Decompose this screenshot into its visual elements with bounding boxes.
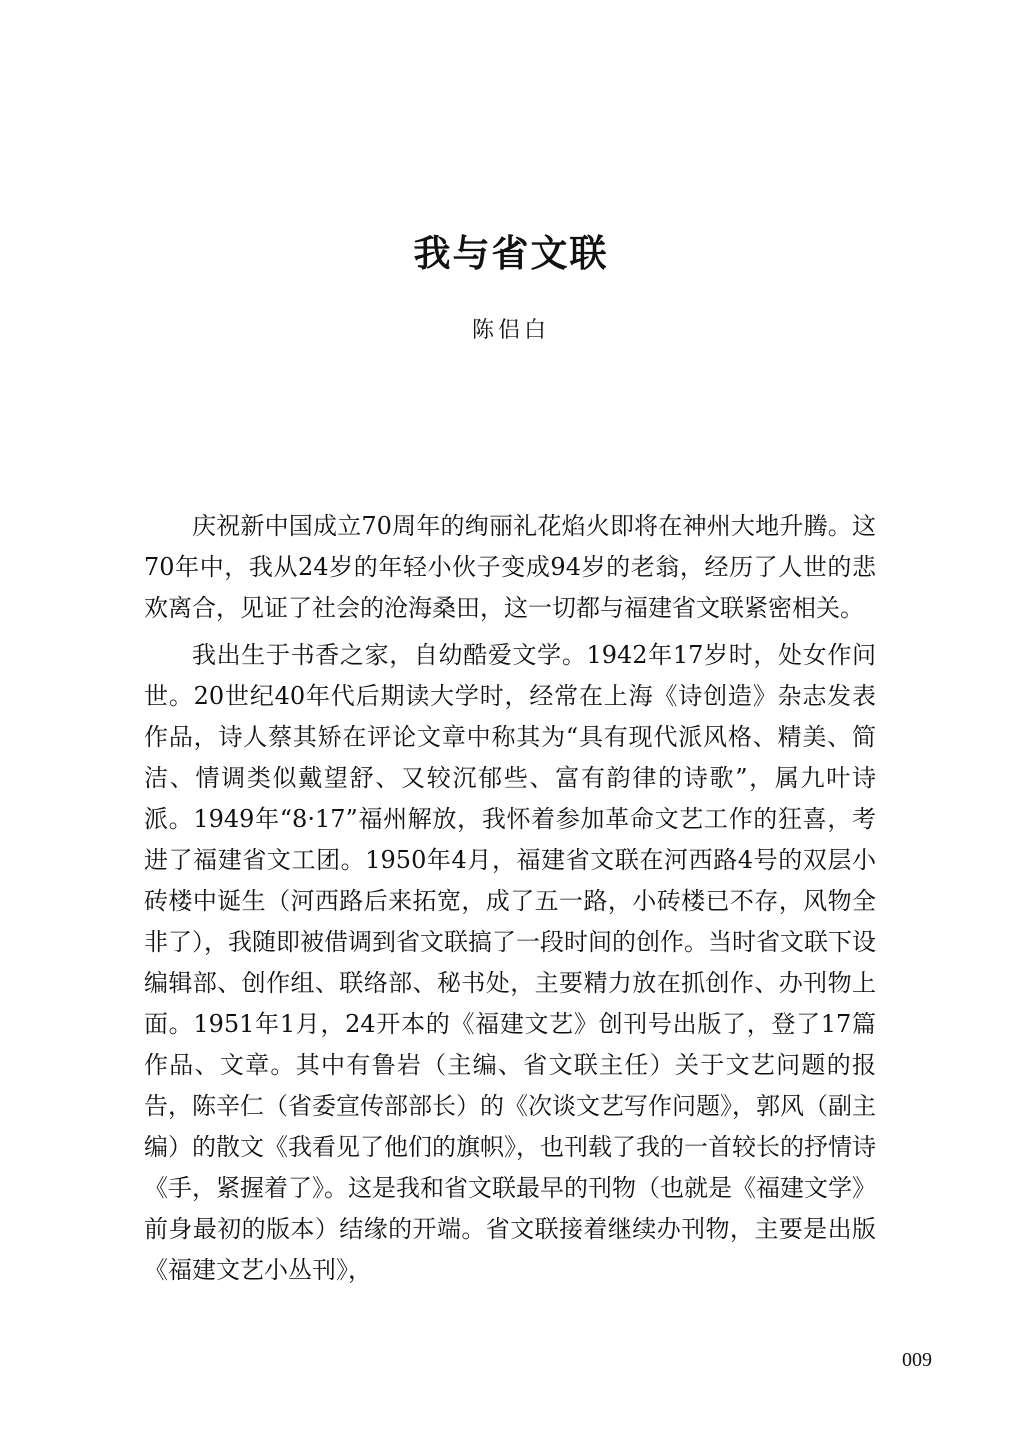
article-author: 陈侣白 bbox=[471, 318, 550, 343]
body-paragraph-2: 我出生于书香之家，自幼酷爱文学。1942年17岁时，处女作问世。20世纪40年代后期读大学时，经常在上海《诗创造》杂志发表作品，诗人蔡其矫在评论文章中称其为“具有现代派风格、精美、简洁、情调类似戴望舒、又较沉郁些、富有韵律的诗歌”，属九叶诗派。1949年“8·17”福州解放，我怀着参加革命文艺工作的狂喜，考进了福建省文工团。1950年4月，福建省文联在河西路4号的双层小砖楼中诞生（河西路后来拓宽，成了五一路，小砖楼已不存，风物全非了），我随即被借调到省文联搞了一段时间的创作。当时省文联下设编辑部、创作组、联络部、秘书处，主要精力放在抓创作、办刊物上面。1951年1月，24开本的《福建文艺》创刊号出版了，登了17篇作品、文章。其中有鲁岩（主编、省文联主任）关于文艺问题的报告，陈辛仁（省委宣传部部长）的《次谈文艺写作问题》，郭风（副主编）的散文《我看见了他们的旗帜》，也刊载了我的一首较长的抒情诗《手，紧握着了》。这是我和省文联最早的刊物（也就是《福建文学》前身最初的版本）结缘的开端。省文联接着继续办刊物，主要是出版《福建文艺小丛刊》， bbox=[144, 641, 876, 1284]
article-title: 我与省文联 bbox=[413, 231, 609, 275]
article-body bbox=[144, 506, 876, 1291]
body-paragraph-1: 庆祝新中国成立70周年的绚丽礼花焰火即将在神州大地升腾。这70年中，我从24岁的年轻小伙子变成94岁的老翁，经历了人世的悲欢离合，见证了社会的沧海桑田，这一切都与福建省文联紧密相关。 bbox=[144, 512, 876, 622]
page-number: 009 bbox=[902, 1349, 932, 1371]
